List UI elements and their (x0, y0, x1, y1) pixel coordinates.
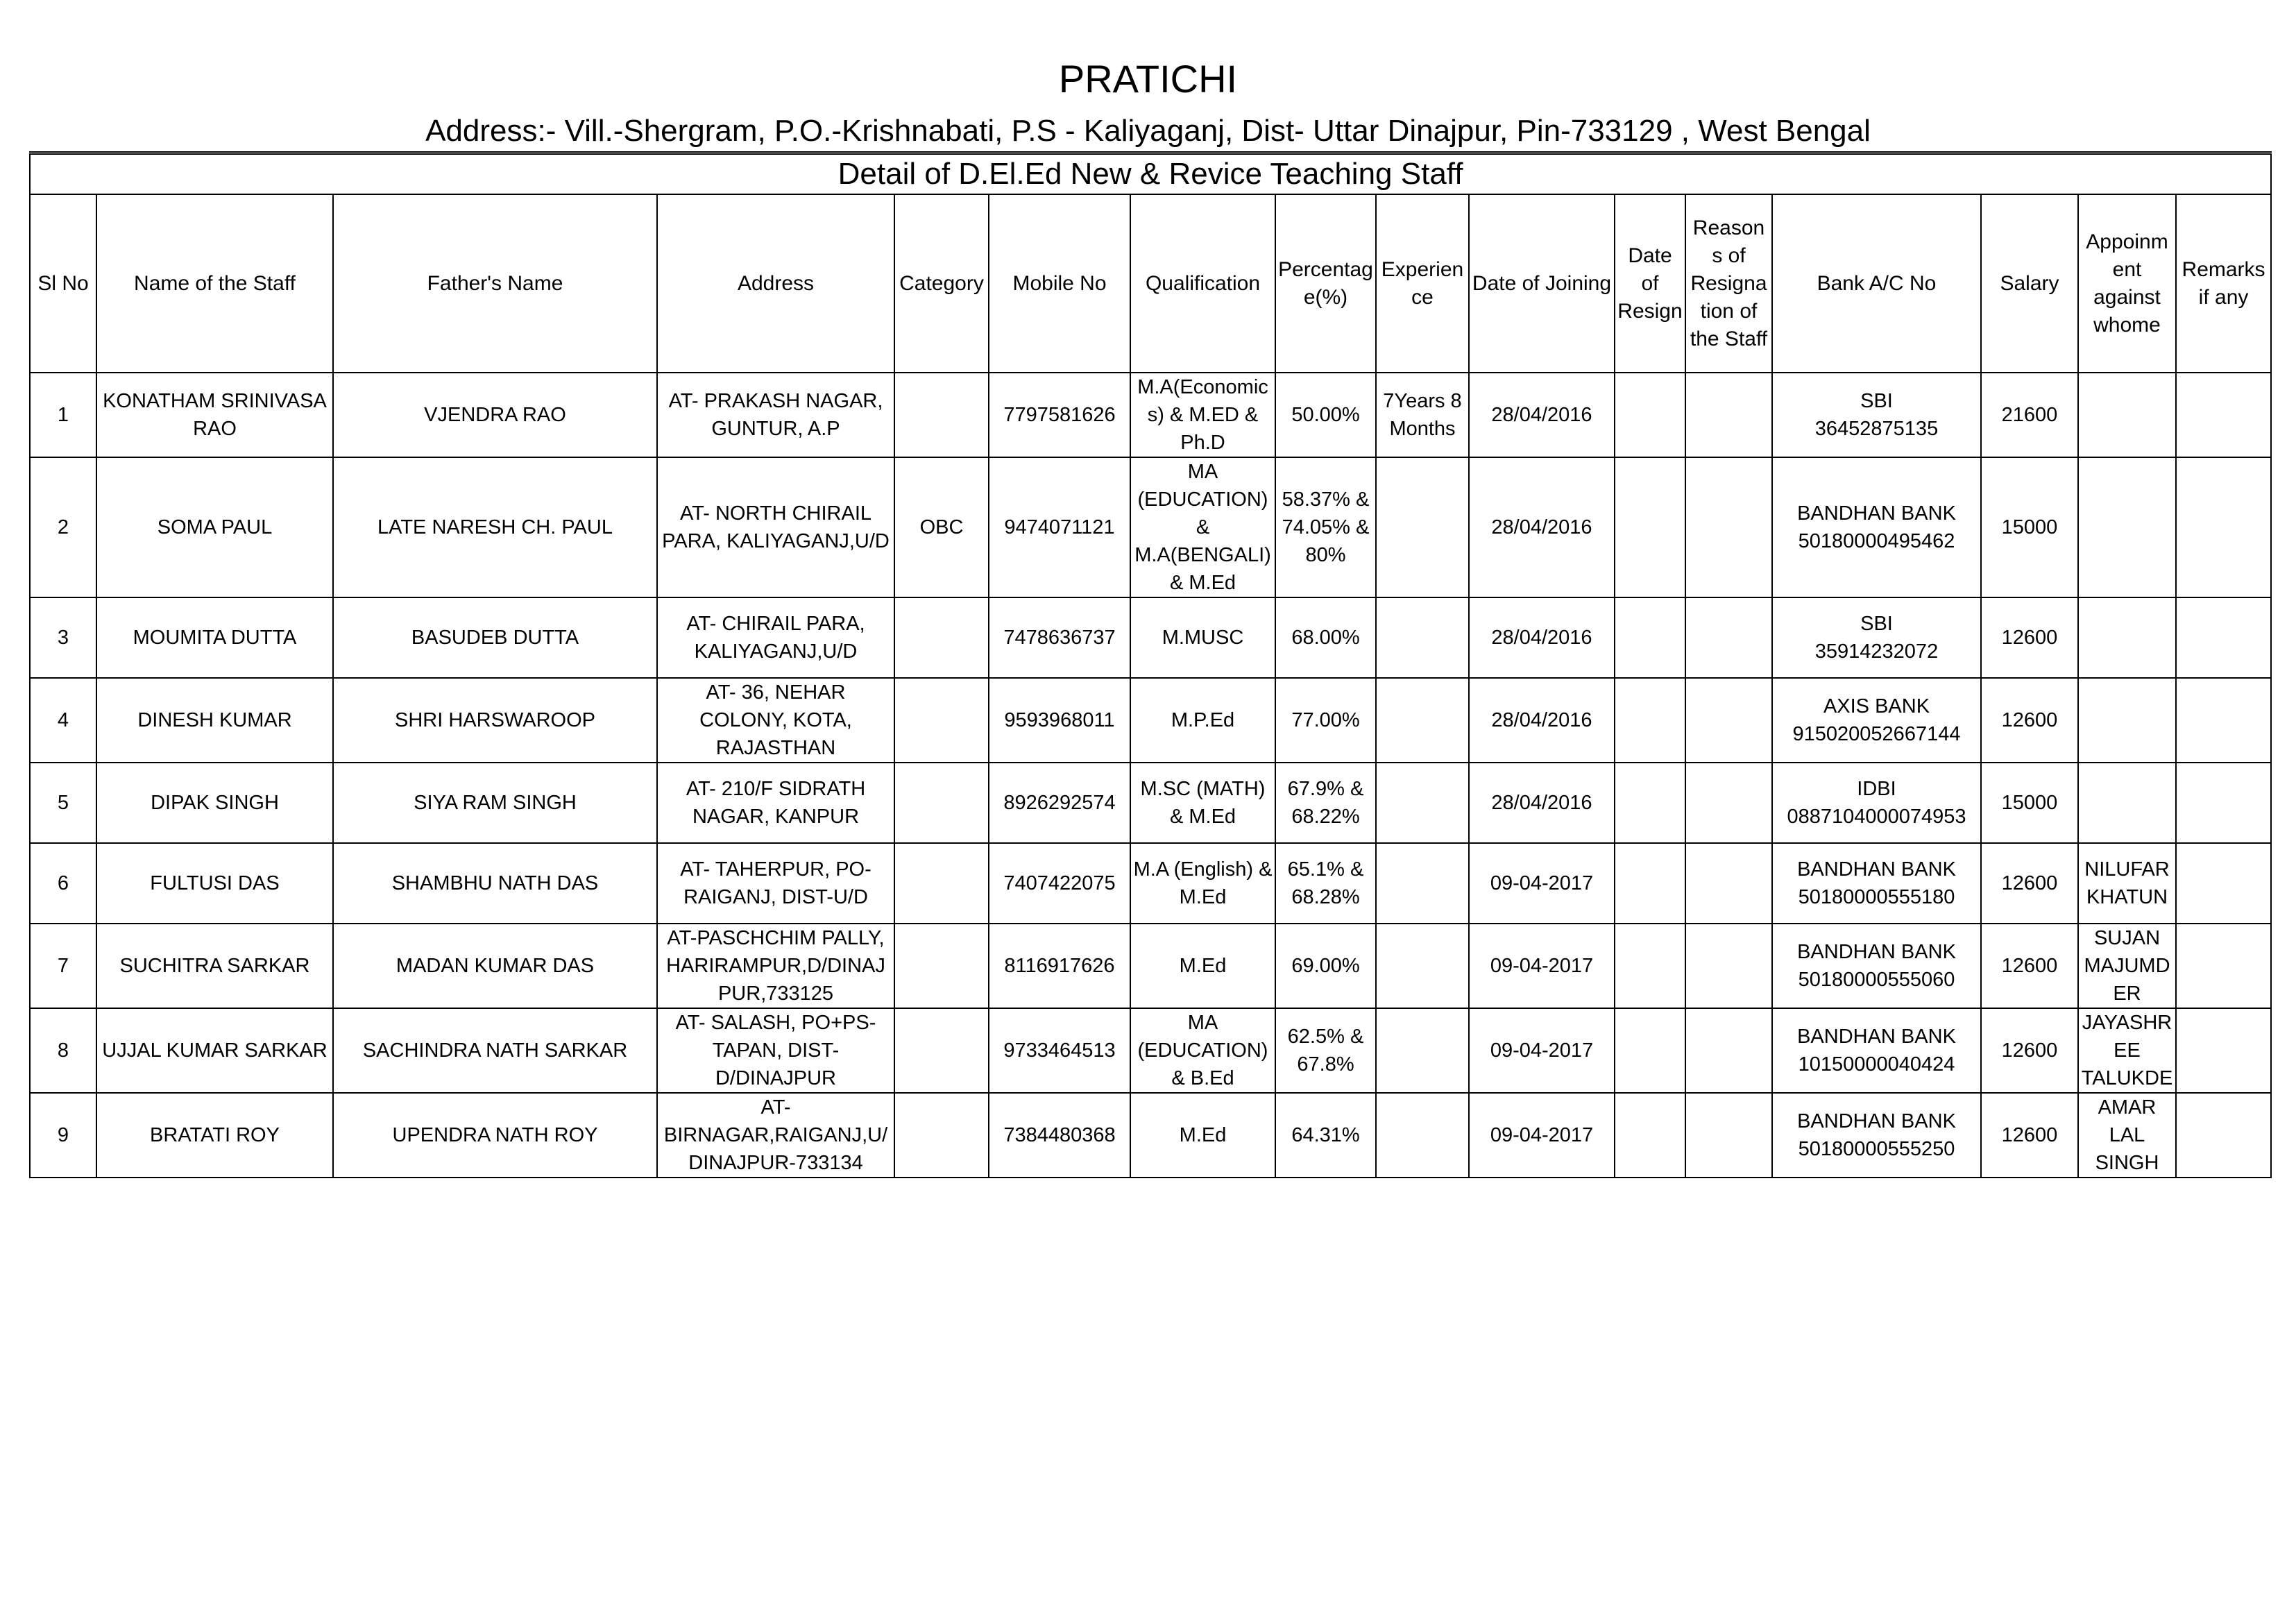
bank-name: BANDHAN BANK (1797, 858, 1956, 881)
cell-date-of-resign (1615, 457, 1685, 597)
col-header-experience: Experience (1376, 194, 1469, 373)
table-row (30, 924, 2271, 1008)
cell-category (894, 763, 989, 843)
cell-remarks (2176, 1093, 2271, 1178)
institution-address: Address:- Vill.-Shergram, P.O.-Krishnabati, P.S - Kaliyaganj, Dist- Uttar Dinajpur, Pin-733129 , West Bengal (425, 114, 1871, 148)
cell-salary: 21600 (1981, 373, 2078, 457)
cell-salary: 15000 (1981, 457, 2078, 597)
cell-remarks (2176, 678, 2271, 763)
col-header-salary: Salary (1981, 194, 2078, 373)
table-title: Detail of D.El.Ed New & Revice Teaching Staff (30, 153, 2271, 195)
bank-name: SBI (1860, 390, 1893, 412)
cell-mobile: 9474071121 (989, 457, 1130, 597)
cell-appointment-against (2078, 373, 2176, 457)
cell-address: AT-PASCHCHIM PALLY, HARIRAMPUR,D/DINAJPUR,733125 (657, 924, 894, 1008)
bank-name: BANDHAN BANK (1797, 1110, 1956, 1132)
cell-staff-name: DINESH KUMAR (96, 678, 333, 763)
cell-category (894, 678, 989, 763)
cell-address: AT- NORTH CHIRAIL PARA, KALIYAGANJ,U/D (657, 457, 894, 597)
cell-resign-reason (1685, 597, 1772, 678)
cell-experience (1376, 1093, 1469, 1178)
cell-resign-reason (1685, 1093, 1772, 1178)
cell-experience (1376, 678, 1469, 763)
cell-appointment-against: SUJAN MAJUMDER (2078, 924, 2176, 1008)
cell-resign-reason (1685, 763, 1772, 843)
cell-remarks (2176, 843, 2271, 924)
cell-staff-name: KONATHAM SRINIVASA RAO (96, 373, 333, 457)
col-header-percentage: Percentage(%) (1275, 194, 1376, 373)
cell-salary: 12600 (1981, 597, 2078, 678)
bank-account-number: 50180000495462 (1798, 530, 1955, 552)
cell-date-of-resign (1615, 1093, 1685, 1178)
cell-father-name: VJENDRA RAO (333, 373, 657, 457)
cell-salary: 12600 (1981, 843, 2078, 924)
cell-mobile: 8116917626 (989, 924, 1130, 1008)
cell-resign-reason (1685, 457, 1772, 597)
cell-sl-no: 2 (30, 457, 96, 597)
cell-address: AT- 36, NEHAR COLONY, KOTA, RAJASTHAN (657, 678, 894, 763)
cell-resign-reason (1685, 843, 1772, 924)
cell-staff-name: SUCHITRA SARKAR (96, 924, 333, 1008)
cell-date-of-resign (1615, 373, 1685, 457)
bank-account-number: 50180000555250 (1798, 1138, 1955, 1160)
cell-address: AT- 210/F SIDRATH NAGAR, KANPUR (657, 763, 894, 843)
cell-mobile: 7478636737 (989, 597, 1130, 678)
table-row (30, 597, 2271, 678)
cell-sl-no: 9 (30, 1093, 96, 1178)
cell-bank-account (1772, 1008, 1981, 1093)
cell-experience: 7Years 8 Months (1376, 373, 1469, 457)
bank-account-number: 50180000555180 (1798, 886, 1955, 908)
cell-date-of-resign (1615, 678, 1685, 763)
cell-date-of-joining: 09-04-2017 (1469, 1008, 1615, 1093)
cell-sl-no: 4 (30, 678, 96, 763)
cell-bank-account (1772, 763, 1981, 843)
cell-bank-account (1772, 843, 1981, 924)
cell-salary: 15000 (1981, 763, 2078, 843)
cell-father-name: UPENDRA NATH ROY (333, 1093, 657, 1178)
table-row (30, 763, 2271, 843)
cell-qualification: M.Ed (1130, 1093, 1275, 1178)
cell-address: AT-BIRNAGAR,RAIGANJ,U/DINAJPUR-733134 (657, 1093, 894, 1178)
cell-address: AT- PRAKASH NAGAR, GUNTUR, A.P (657, 373, 894, 457)
cell-experience (1376, 457, 1469, 597)
bank-account-number: 10150000040424 (1798, 1053, 1955, 1076)
cell-appointment-against: AMAR LAL SINGH (2078, 1093, 2176, 1178)
cell-date-of-joining: 28/04/2016 (1469, 457, 1615, 597)
col-header-bank-account: Bank A/C No (1772, 194, 1981, 373)
cell-qualification: M.SC (MATH) & M.Ed (1130, 763, 1275, 843)
table-row (30, 843, 2271, 924)
cell-sl-no: 1 (30, 373, 96, 457)
cell-qualification: M.A(Economics) & M.ED & Ph.D (1130, 373, 1275, 457)
cell-mobile: 7407422075 (989, 843, 1130, 924)
cell-appointment-against (2078, 597, 2176, 678)
cell-experience (1376, 1008, 1469, 1093)
table-row (30, 678, 2271, 763)
cell-mobile: 7384480368 (989, 1093, 1130, 1178)
cell-remarks (2176, 373, 2271, 457)
staff-table (29, 151, 2272, 1178)
cell-remarks (2176, 924, 2271, 1008)
cell-qualification: M.Ed (1130, 924, 1275, 1008)
cell-father-name: BASUDEB DUTTA (333, 597, 657, 678)
cell-remarks (2176, 763, 2271, 843)
col-header-appointment-against: Appoinment against whome (2078, 194, 2176, 373)
bank-account-number: 915020052667144 (1792, 723, 1961, 745)
cell-mobile: 8926292574 (989, 763, 1130, 843)
cell-father-name: SACHINDRA NATH SARKAR (333, 1008, 657, 1093)
col-header-father-name: Father's Name (333, 194, 657, 373)
cell-date-of-resign (1615, 843, 1685, 924)
staff-table-container (29, 151, 2270, 1178)
bank-name: BANDHAN BANK (1797, 1026, 1956, 1048)
cell-experience (1376, 843, 1469, 924)
cell-mobile: 7797581626 (989, 373, 1130, 457)
cell-category: OBC (894, 457, 989, 597)
cell-appointment-against (2078, 457, 2176, 597)
cell-appointment-against: JAYASHREE TALUKDE (2078, 1008, 2176, 1093)
table-row (30, 457, 2271, 597)
cell-qualification: MA (EDUCATION) & M.A(BENGALI) & M.Ed (1130, 457, 1275, 597)
cell-percentage: 50.00% (1275, 373, 1376, 457)
cell-category (894, 1093, 989, 1178)
cell-salary: 12600 (1981, 1093, 2078, 1178)
cell-date-of-resign (1615, 763, 1685, 843)
cell-staff-name: MOUMITA DUTTA (96, 597, 333, 678)
cell-bank-account (1772, 457, 1981, 597)
cell-percentage: 77.00% (1275, 678, 1376, 763)
cell-date-of-joining: 28/04/2016 (1469, 678, 1615, 763)
col-header-staff-name: Name of the Staff (96, 194, 333, 373)
cell-date-of-joining: 28/04/2016 (1469, 373, 1615, 457)
cell-experience (1376, 924, 1469, 1008)
cell-percentage: 68.00% (1275, 597, 1376, 678)
bank-name: AXIS BANK (1823, 695, 1930, 717)
cell-qualification: M.P.Ed (1130, 678, 1275, 763)
cell-date-of-resign (1615, 1008, 1685, 1093)
cell-category (894, 924, 989, 1008)
cell-resign-reason (1685, 1008, 1772, 1093)
cell-percentage: 65.1% & 68.28% (1275, 843, 1376, 924)
cell-salary: 12600 (1981, 678, 2078, 763)
cell-mobile: 9733464513 (989, 1008, 1130, 1093)
cell-appointment-against (2078, 678, 2176, 763)
bank-account-number: 36452875135 (1814, 418, 1939, 440)
bank-name: IDBI (1857, 778, 1896, 800)
cell-sl-no: 6 (30, 843, 96, 924)
cell-staff-name: SOMA PAUL (96, 457, 333, 597)
col-header-sl-no: Sl No (30, 194, 96, 373)
cell-father-name: LATE NARESH CH. PAUL (333, 457, 657, 597)
cell-address: AT- TAHERPUR, PO-RAIGANJ, DIST-U/D (657, 843, 894, 924)
cell-experience (1376, 763, 1469, 843)
cell-salary: 12600 (1981, 1008, 2078, 1093)
cell-qualification: M.A (English) & M.Ed (1130, 843, 1275, 924)
cell-appointment-against: NILUFAR KHATUN (2078, 843, 2176, 924)
cell-remarks (2176, 1008, 2271, 1093)
cell-date-of-joining: 09-04-2017 (1469, 1093, 1615, 1178)
col-header-resign-reason: Reasons of Resignation of the Staff (1685, 194, 1772, 373)
col-header-qualification: Qualification (1130, 194, 1275, 373)
cell-mobile: 9593968011 (989, 678, 1130, 763)
cell-sl-no: 3 (30, 597, 96, 678)
cell-date-of-joining: 28/04/2016 (1469, 597, 1615, 678)
cell-address: AT- SALASH, PO+PS-TAPAN, DIST-D/DINAJPUR (657, 1008, 894, 1093)
cell-staff-name: FULTUSI DAS (96, 843, 333, 924)
cell-percentage: 64.31% (1275, 1093, 1376, 1178)
cell-experience (1376, 597, 1469, 678)
cell-category (894, 1008, 989, 1093)
cell-staff-name: BRATATI ROY (96, 1093, 333, 1178)
table-row (30, 1093, 2271, 1178)
cell-percentage: 58.37% & 74.05% & 80% (1275, 457, 1376, 597)
bank-account-number: 35914232072 (1814, 640, 1939, 663)
page-title: PRATICHI (1058, 57, 1238, 101)
col-header-address: Address (657, 194, 894, 373)
cell-category (894, 843, 989, 924)
table-row (30, 1008, 2271, 1093)
col-header-remarks: Remarks if any (2176, 194, 2271, 373)
col-header-category: Category (894, 194, 989, 373)
bank-account-number: 50180000555060 (1798, 969, 1955, 991)
cell-bank-account (1772, 373, 1981, 457)
cell-sl-no: 8 (30, 1008, 96, 1093)
cell-bank-account (1772, 1093, 1981, 1178)
cell-category (894, 373, 989, 457)
cell-qualification: M.MUSC (1130, 597, 1275, 678)
col-header-date-of-joining: Date of Joining (1469, 194, 1615, 373)
col-header-date-of-resign: Date of Resign (1615, 194, 1685, 373)
cell-appointment-against (2078, 763, 2176, 843)
table-row (30, 373, 2271, 457)
cell-father-name: MADAN KUMAR DAS (333, 924, 657, 1008)
table-header-row (30, 194, 2271, 373)
cell-bank-account (1772, 597, 1981, 678)
bank-name: BANDHAN BANK (1797, 941, 1956, 963)
cell-resign-reason (1685, 373, 1772, 457)
cell-father-name: SHRI HARSWAROOP (333, 678, 657, 763)
cell-bank-account (1772, 678, 1981, 763)
cell-remarks (2176, 457, 2271, 597)
bank-account-number: 0887104000074953 (1787, 806, 1966, 828)
cell-date-of-resign (1615, 924, 1685, 1008)
cell-father-name: SIYA RAM SINGH (333, 763, 657, 843)
cell-date-of-joining: 09-04-2017 (1469, 843, 1615, 924)
cell-staff-name: DIPAK SINGH (96, 763, 333, 843)
cell-category (894, 597, 989, 678)
cell-bank-account (1772, 924, 1981, 1008)
cell-date-of-joining: 09-04-2017 (1469, 924, 1615, 1008)
bank-name: BANDHAN BANK (1797, 502, 1956, 525)
cell-salary: 12600 (1981, 924, 2078, 1008)
cell-date-of-joining: 28/04/2016 (1469, 763, 1615, 843)
cell-staff-name: UJJAL KUMAR SARKAR (96, 1008, 333, 1093)
cell-percentage: 69.00% (1275, 924, 1376, 1008)
cell-sl-no: 7 (30, 924, 96, 1008)
cell-address: AT- CHIRAIL PARA, KALIYAGANJ,U/D (657, 597, 894, 678)
cell-father-name: SHAMBHU NATH DAS (333, 843, 657, 924)
cell-percentage: 67.9% & 68.22% (1275, 763, 1376, 843)
cell-date-of-resign (1615, 597, 1685, 678)
bank-name: SBI (1860, 613, 1893, 635)
cell-percentage: 62.5% & 67.8% (1275, 1008, 1376, 1093)
cell-resign-reason (1685, 924, 1772, 1008)
cell-sl-no: 5 (30, 763, 96, 843)
cell-remarks (2176, 597, 2271, 678)
cell-resign-reason (1685, 678, 1772, 763)
cell-qualification: MA (EDUCATION) & B.Ed (1130, 1008, 1275, 1093)
col-header-mobile: Mobile No (989, 194, 1130, 373)
